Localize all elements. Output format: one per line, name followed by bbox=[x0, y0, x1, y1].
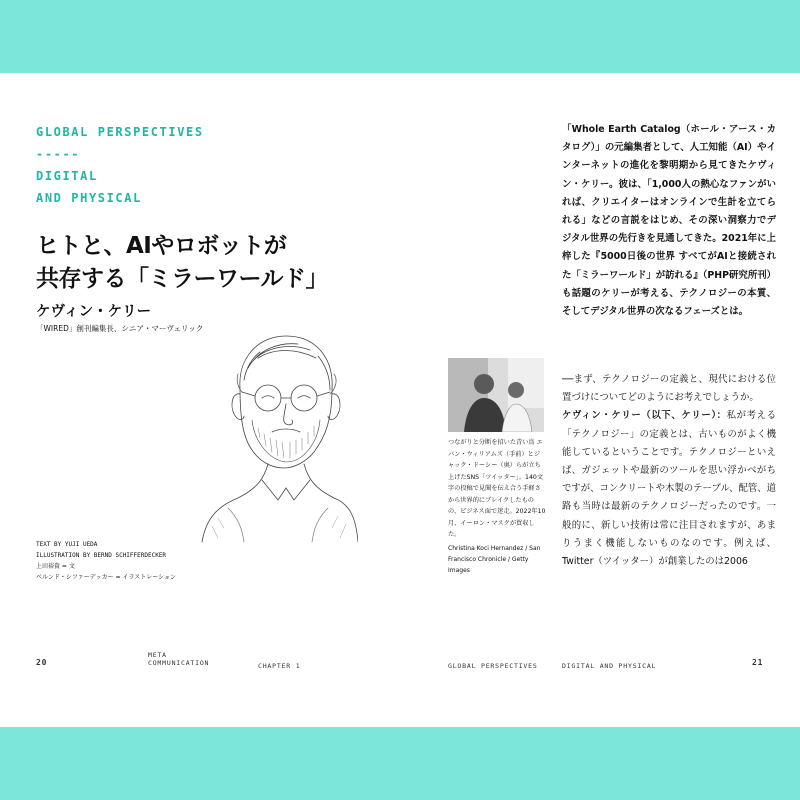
interview-question: ──まず、テクノロジーの定義と、現代における位置づけについてどのようにお考えでしょうか。 bbox=[562, 374, 776, 404]
caption-text: つながりと分断を招いた青い鳥 エバン・ウィリアムズ（手前）とジャック・ドーシー（奥）らが立ち上げたSNS「ツイッター」。140文字の投稿で見聞を伝え合う手軽さから世界的にブレイクしたものの、ビジネス面で迷走。2022年10月、イーロン・マスクが買収した。 bbox=[448, 439, 546, 538]
footer-meta bbox=[148, 651, 209, 667]
photo-credit: Christina Koci Hernandez / San Francisco Chronicle / Getty Images bbox=[448, 544, 541, 574]
footer-chapter: CHAPTER 1 bbox=[258, 662, 301, 670]
author-role: 「WIRED」創刊編集長、シニア・マーヴェリック bbox=[36, 324, 204, 333]
text-credit: TEXT BY YUJI UEDA bbox=[36, 541, 98, 548]
photo-caption bbox=[448, 437, 546, 576]
article-body bbox=[562, 371, 776, 571]
author-name: ケヴィン・ケリー bbox=[36, 304, 152, 320]
article-title bbox=[36, 230, 328, 296]
footer-section: GLOBAL PERSPECTIVES bbox=[448, 662, 538, 670]
magazine-spread bbox=[0, 73, 800, 727]
credits-block bbox=[36, 539, 176, 583]
writer-credit-jp: 上田裕資 = 文 bbox=[36, 563, 75, 570]
kicker-line-1: DIGITAL bbox=[36, 169, 98, 183]
interview-answer: 私が考える「テクノロジー」の定義とは、古いものがよく機能しているということです。テクノロジーといえば、ガジェットや最新のツールを思い浮かべがちですが、コンクリートや木製のテーブル、配管、道路も当時は最新のテクノロジーだったのです。一般的に、新しい技術は常に注目されますが、あまりうまく機能しないものなのです。例えば、Twitter（ツイッター）が創業したのは2006 bbox=[562, 410, 776, 568]
page-number-right: 21 bbox=[752, 658, 764, 667]
section-label: GLOBAL PERSPECTIVES bbox=[36, 125, 204, 139]
title-line-1: ヒトと、AIやロボットが bbox=[36, 233, 287, 259]
kicker-divider: ----- bbox=[36, 147, 81, 161]
founders-photo bbox=[448, 358, 544, 432]
illustration-credit: ILLUSTRATION BY BERND SCHIFFERDECKER bbox=[36, 552, 167, 559]
article-intro: 「Whole Earth Catalog（ホール・アース・カタログ）」の元編集者として、人工知能（AI）やインターネットの進化を黎明期から見てきたケヴィン・ケリー。彼は、「1,000人の熱心なファンがいれば、クリエイターはオンラインで生計を立てられる」などの言説をはじめ、その深い洞察力でデジタル世界の先行きを見通してきた。2021年に上梓した『5000日後の世界 すべてがAIと接続された「ミラーワールド」が訪れる』（PHP研究所刊）も話題のケリーが考える、テクノロジーの本質、そしてデジタル世界の次なるフェーズとは。 bbox=[562, 124, 776, 318]
footer-meta-line-1: META bbox=[148, 651, 167, 659]
illustrator-credit-jp: ベルンド・シファーデッカー = イラストレーション bbox=[36, 574, 177, 581]
title-line-2: 共存する「ミラーワールド」 bbox=[36, 266, 329, 292]
answer-speaker: ケヴィン・ケリー（以下、ケリー）： bbox=[562, 410, 727, 422]
footer-subsection: DIGITAL AND PHYSICAL bbox=[562, 662, 657, 670]
portrait-illustration bbox=[198, 328, 358, 543]
footer-meta-line-2: COMMUNICATION bbox=[148, 659, 210, 667]
kicker-line-2: AND PHYSICAL bbox=[36, 191, 142, 205]
page-number-left: 20 bbox=[36, 658, 48, 667]
